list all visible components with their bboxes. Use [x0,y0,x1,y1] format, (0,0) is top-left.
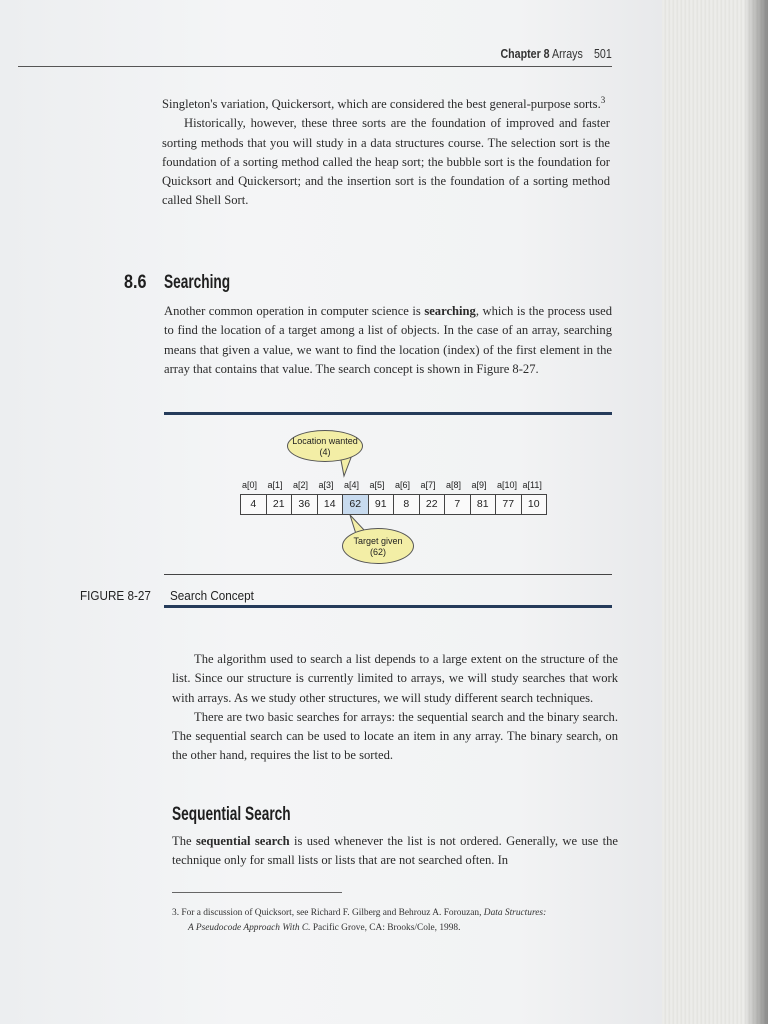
target-given-label: Target given [353,536,403,546]
subsection-text-b: is used whenever the list is not ordered. Generally, we use the technique only for small lists or lists that are not searched often. In [172,834,618,868]
array-cell: 4 [240,494,267,515]
target-given-value: (62) [369,547,386,557]
array-cell: 62 [342,494,369,515]
array-cell: 77 [495,494,522,515]
footnote-text-b: Pacific Grove, CA: Brooks/Cole, 1998. [310,923,461,933]
location-wanted-value: (4) [319,447,331,457]
array-cell: 81 [470,494,497,515]
header-page-number: 501 [594,46,612,61]
section-paragraph-text-b: , which is the process used to find the location of a target among a list of objects. In the case of an array, searching means that given a value, we want to find the location (index) of the first element in the array that contains that value. The search concept is shown in Figure 8-27. [164,304,612,376]
footnote-book-title-a: Data Structures: [483,908,547,918]
array-cell: 91 [368,494,395,515]
footnote-marker: 3 [600,94,606,105]
footnote-rule [172,892,342,893]
array-index-label: a[7] [420,480,436,490]
array-index-label: a[0] [242,480,258,490]
subsection-text-a: The [172,834,196,848]
array-index-label: a[9] [471,480,487,490]
array-cell: 21 [266,494,293,515]
location-wanted-callout [287,430,363,462]
target-given-callout [342,528,414,564]
term-sequential-search: sequential search [195,834,290,848]
array-index-label: a[10] [497,480,518,490]
array-index-label: a[4] [344,480,360,490]
body-text [172,650,618,766]
caption-rule [164,605,612,608]
array-index-label: a[8] [446,480,462,490]
array-cell: 7 [444,494,471,515]
body-paragraph-1: The algorithm used to search a list depends to a large extent on the structure of the list. Since our structure is currently limited to arrays, we will study searches that work with arrays. As we study other structures, we will study different search techniques. [172,652,618,705]
subsection-text [172,832,618,871]
footnote [172,906,618,936]
array-cell: 10 [521,494,548,515]
body-paragraph-2: There are two basic searches for arrays: the sequential search and the binary search. The sequential search can be used to locate an item in any array. The binary search, on the other hand, requires the list to be sorted. [172,709,618,763]
array-index-label: a[6] [395,480,411,490]
section-title: Searching [164,272,231,293]
figure-caption: Search Concept [170,588,254,603]
array-index-label: a[1] [267,480,283,490]
array-cell: 8 [393,494,420,515]
array-index-label: a[3] [318,480,334,490]
subsection-title: Sequential Search [172,804,291,825]
array-cell: 36 [291,494,318,515]
footnote-line-2 [172,921,618,936]
figure-bottom-rule [164,574,612,575]
array-cell: 22 [419,494,446,515]
array-cell: 14 [317,494,344,515]
header-chapter: Chapter 8 [500,46,550,61]
footnote-text-a: For a discussion of Quicksort, see Richard F. Gilberg and Behrouz A. Forouzan, [181,908,484,918]
footnote-book-title-b: A Pseudocode Approach With C. [188,923,311,933]
intro-paragraph-1-text: Singleton's variation, Quickersort, which are considered the best general-purpose sorts. [162,97,601,111]
array-index-label: a[2] [293,480,309,490]
array-index-label: a[5] [369,480,385,490]
section-paragraph-text-a: Another common operation in computer science is [164,304,425,318]
figure-label: FIGURE 8-27 [80,588,151,603]
header-title: Arrays [552,46,584,61]
intro-paragraph-2: Historically, however, these three sorts are the foundation of improved and faster sorting methods that you will study in a data structures course. The selection sort is the foundation of a sorting method called the heap sort; the bubble sort is the foundation for Quicksort and Quickersort; and the insertion sort is the foundation of a sorting method called Shell Sort. [162,116,610,208]
subsection-paragraph [172,832,618,871]
term-searching: searching [424,304,476,318]
footnote-number: 3. [172,908,180,918]
location-wanted-label: Location wanted [292,436,358,446]
array-index-label: a[11] [522,480,542,490]
section-number: 8.6 [124,272,147,293]
